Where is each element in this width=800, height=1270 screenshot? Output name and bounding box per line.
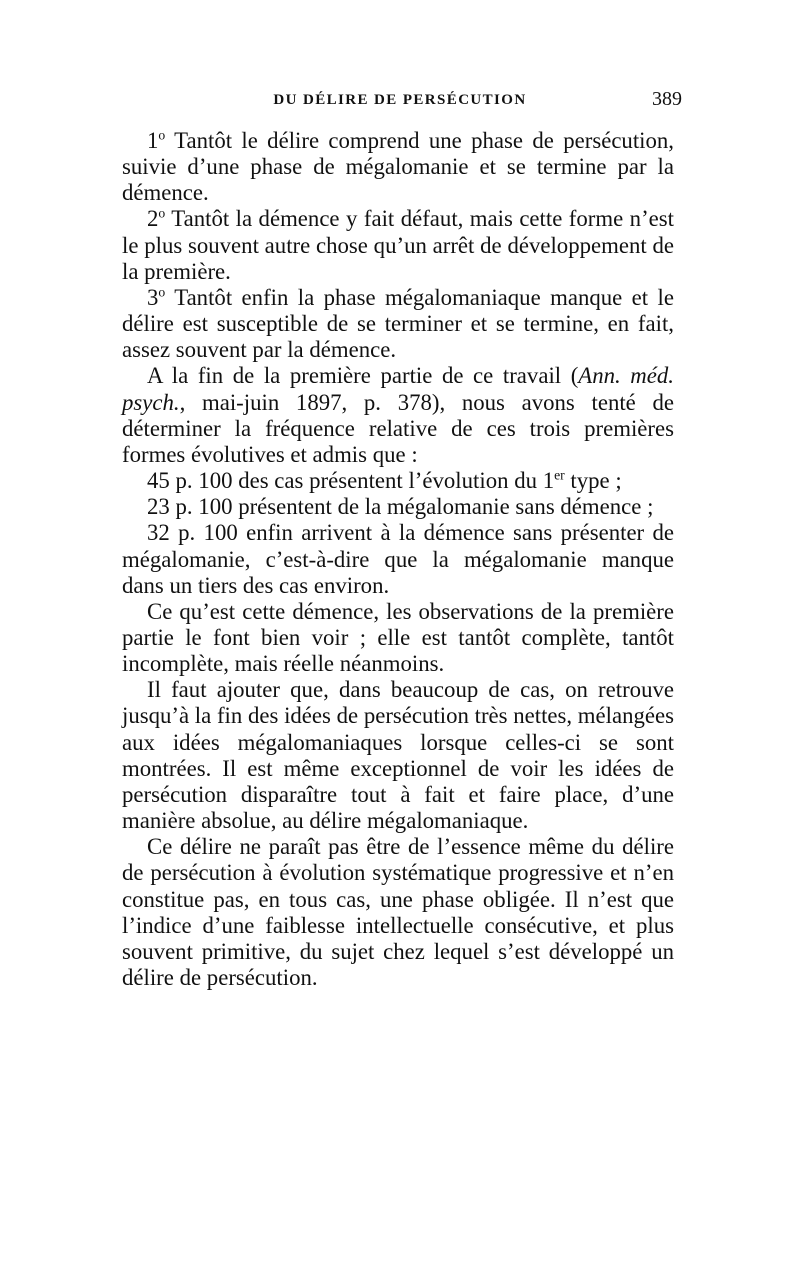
paragraph-text: type ; xyxy=(564,468,622,494)
paragraph-text: , mai-juin 1897, p. 378), nous avons tenté de déterminer la fréquence relative de ces trois premières formes évolutives et admis que : xyxy=(122,389,674,467)
paragraph-citation xyxy=(122,363,674,468)
paragraph-statistic-2: 23 p. 100 présentent de la mégalomanie sans démence ; xyxy=(147,494,654,520)
paragraph-text: A la fin de la première partie de ce travail ( xyxy=(147,363,579,389)
ordinal-mark: o xyxy=(158,205,166,221)
paragraph-item-3 xyxy=(122,285,674,363)
ordinal-mark: o xyxy=(158,127,166,143)
paragraph-statistic-1 xyxy=(122,468,674,494)
paragraph-item-2 xyxy=(122,206,674,284)
item-number: 1 xyxy=(147,128,159,153)
paragraph-statistic-3: 32 p. 100 enfin arrivent à la démence sans présenter de mégalomanie, c’est-à-dire que la mégalomanie manque dans un tiers des cas environ. xyxy=(122,520,674,598)
ordinal-mark: er xyxy=(554,467,565,483)
body-text xyxy=(122,128,674,991)
paragraph-dementia: Ce qu’est cette démence, les observations de la première partie le font bien voir ; elle est tantôt complète, tantôt incomplète, mais réelle néanmoins. xyxy=(122,598,674,677)
paragraph-text: Tantôt la démence y fait défaut, mais cette forme n’est le plus souvent autre chose qu’un arrêt de développement de la première. xyxy=(122,206,674,284)
page-number: 389 xyxy=(652,88,682,110)
item-number: 2 xyxy=(147,206,159,232)
paragraph-text: Tantôt enfin la phase mégalomaniaque manque et le délire est susceptible de se terminer et se termine, en fait, assez souvent par la démence. xyxy=(122,284,674,363)
running-title: DU DÉLIRE DE PERSÉCUTION xyxy=(273,92,527,108)
ordinal-mark: o xyxy=(158,284,166,300)
paragraph-text: Tantôt le délire comprend une phase de persécution, suivie d’une phase de mégalomanie et se termine par la démence. xyxy=(122,128,674,206)
paragraph-conclusion: Ce délire ne paraît pas être de l’essence même du délire de persécution à évolution systématique progressive et n’en constitue pas, en tous cas, une phase obligée. Il n’est que l’indice d’une faiblesse intellectuelle consécutive, et plus souvent primitive, du sujet chez lequel s’est développé un délire de persécution. xyxy=(122,834,674,990)
item-number: 3 xyxy=(147,284,159,310)
journal-citation: Ann. méd. psych. xyxy=(122,363,674,415)
paragraph-persecution-ideas: Il faut ajouter que, dans beaucoup de cas, on retrouve jusqu’à la fin des idées de persécution très nettes, mélangées aux idées mégalomaniaques lorsque celles-ci se sont montrées. Il est même exceptionnel de voir les idées de persécution disparaître tout à fait et faire place, d’une manière absolue, au délire mégalomaniaque. xyxy=(122,677,675,834)
paragraph-text: 45 p. 100 des cas présentent l’évolution du 1 xyxy=(147,468,555,494)
paragraph-item-1 xyxy=(122,128,674,206)
running-head xyxy=(124,88,682,116)
